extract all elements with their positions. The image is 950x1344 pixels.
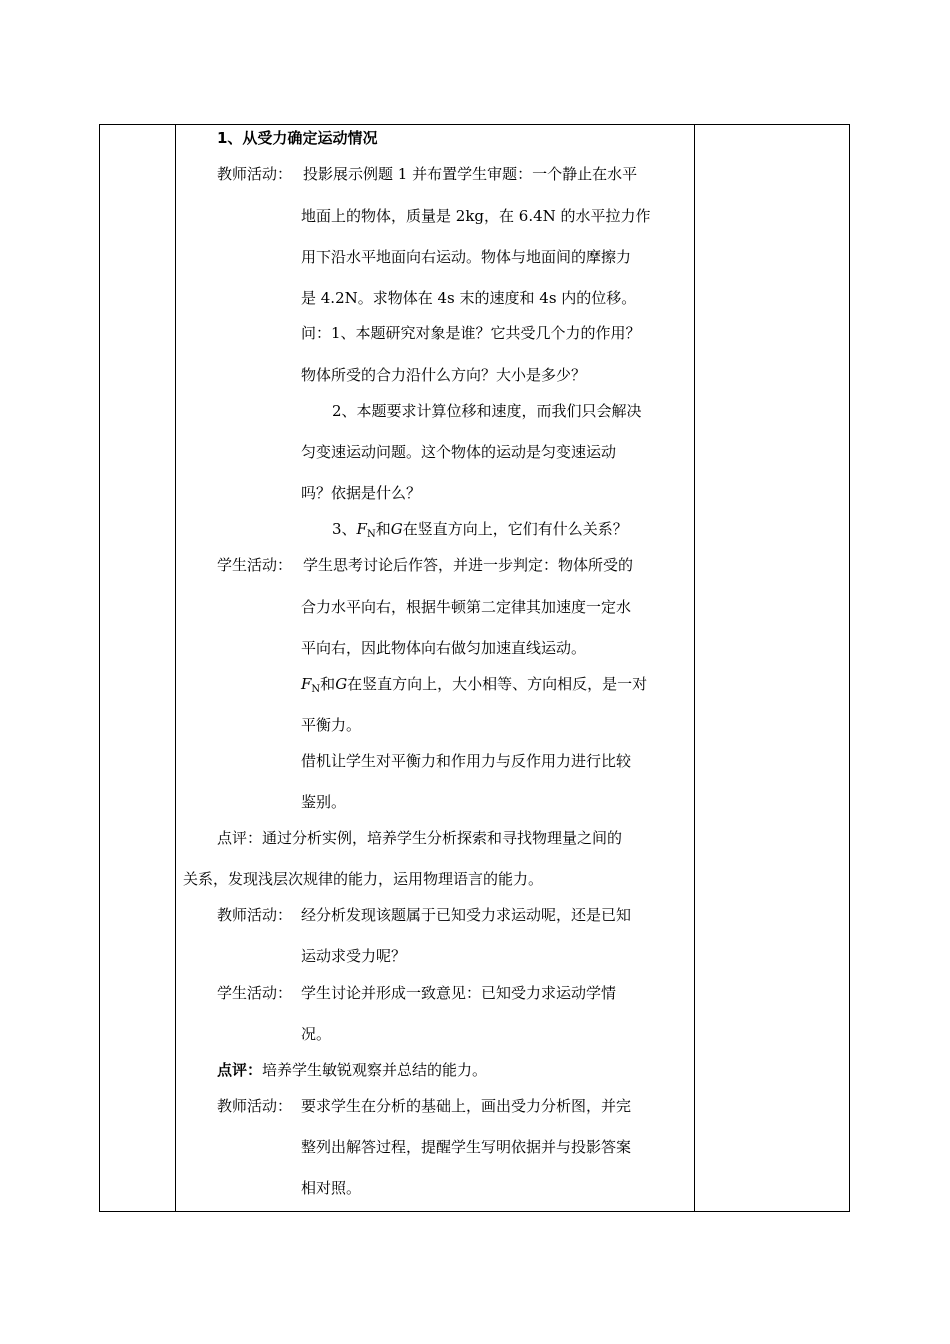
section-heading: 1、从受力确定运动情况 — [217, 129, 378, 147]
teacher-activity-text: 经分析发现该题属于已知受力求运动呢，还是已知 — [301, 906, 632, 924]
teacher-activity-text: 地面上的物体，质量是 2kg，在 6.4N 的水平拉力作 — [301, 207, 651, 225]
teacher-activity-text: 要求学生在分析的基础上，画出受力分析图，并完 — [301, 1097, 632, 1115]
student-activity-text: 况。 — [301, 1025, 332, 1043]
column-divider-left — [175, 125, 176, 1211]
teacher-activity-text: 用下沿水平地面向右运动。物体与地面间的摩擦力 — [301, 248, 632, 266]
question-2: 匀变速运动问题。这个物体的运动是匀变速运动 — [301, 443, 617, 461]
student-activity-text: 借机让学生对平衡力和作用力与反作用力进行比较 — [301, 752, 632, 770]
question-2: 吗？依据是什么？ — [301, 484, 422, 502]
column-divider-right — [694, 125, 695, 1211]
question-1: 物体所受的合力沿什么方向？大小是多少？ — [301, 366, 587, 384]
teacher-activity-text: 运动求受力呢？ — [301, 947, 407, 965]
teacher-activity-text: 投影展示例题 1 并布置学生审题：一个静止在水平 — [303, 165, 638, 183]
student-activity-text: 合力水平向右，根据牛顿第二定律其加速度一定水 — [301, 598, 632, 616]
teacher-activity-label: 教师活动： — [217, 1097, 293, 1115]
comment-text: 点评：培养学生敏锐观察并总结的能力。 — [217, 1061, 488, 1079]
comment-text: 点评：通过分析实例，培养学生分析探索和寻找物理量之间的 — [217, 829, 623, 847]
teacher-activity-text: 是 4.2N。求物体在 4s 末的速度和 4s 内的位移。 — [301, 289, 637, 307]
teacher-activity-text: 相对照。 — [301, 1179, 362, 1197]
student-activity-label: 学生活动： — [217, 556, 293, 574]
student-activity-text: 平向右，因此物体向右做匀加速直线运动。 — [301, 639, 587, 657]
student-activity-text: 平衡力。 — [301, 716, 362, 734]
comment-text: 关系，发现浅层次规律的能力，运用物理语言的能力。 — [183, 870, 544, 888]
student-activity-text: $F_N$和G在竖直方向上，大小相等、方向相反，是一对 — [301, 675, 648, 695]
teacher-activity-label: 教师活动： — [217, 906, 293, 924]
question-3: 3、$F_N$和G在竖直方向上，它们有什么关系？ — [332, 520, 628, 540]
comment-label: 点评： — [217, 1061, 263, 1079]
student-activity-text: 学生思考讨论后作答，并进一步判定：物体所受的 — [303, 556, 634, 574]
student-activity-text: 鉴别。 — [301, 793, 347, 811]
question-2: 2、本题要求计算位移和速度，而我们只会解决 — [332, 402, 642, 420]
student-activity-text: 学生讨论并形成一致意见：已知受力求运动学情 — [301, 984, 617, 1002]
question-1: 问：1、本题研究对象是谁？它共受几个力的作用？ — [301, 324, 641, 342]
teacher-activity-text: 整列出解答过程，提醒学生写明依据并与投影答案 — [301, 1138, 632, 1156]
teacher-activity-label: 教师活动： — [217, 165, 293, 183]
student-activity-label: 学生活动： — [217, 984, 293, 1002]
